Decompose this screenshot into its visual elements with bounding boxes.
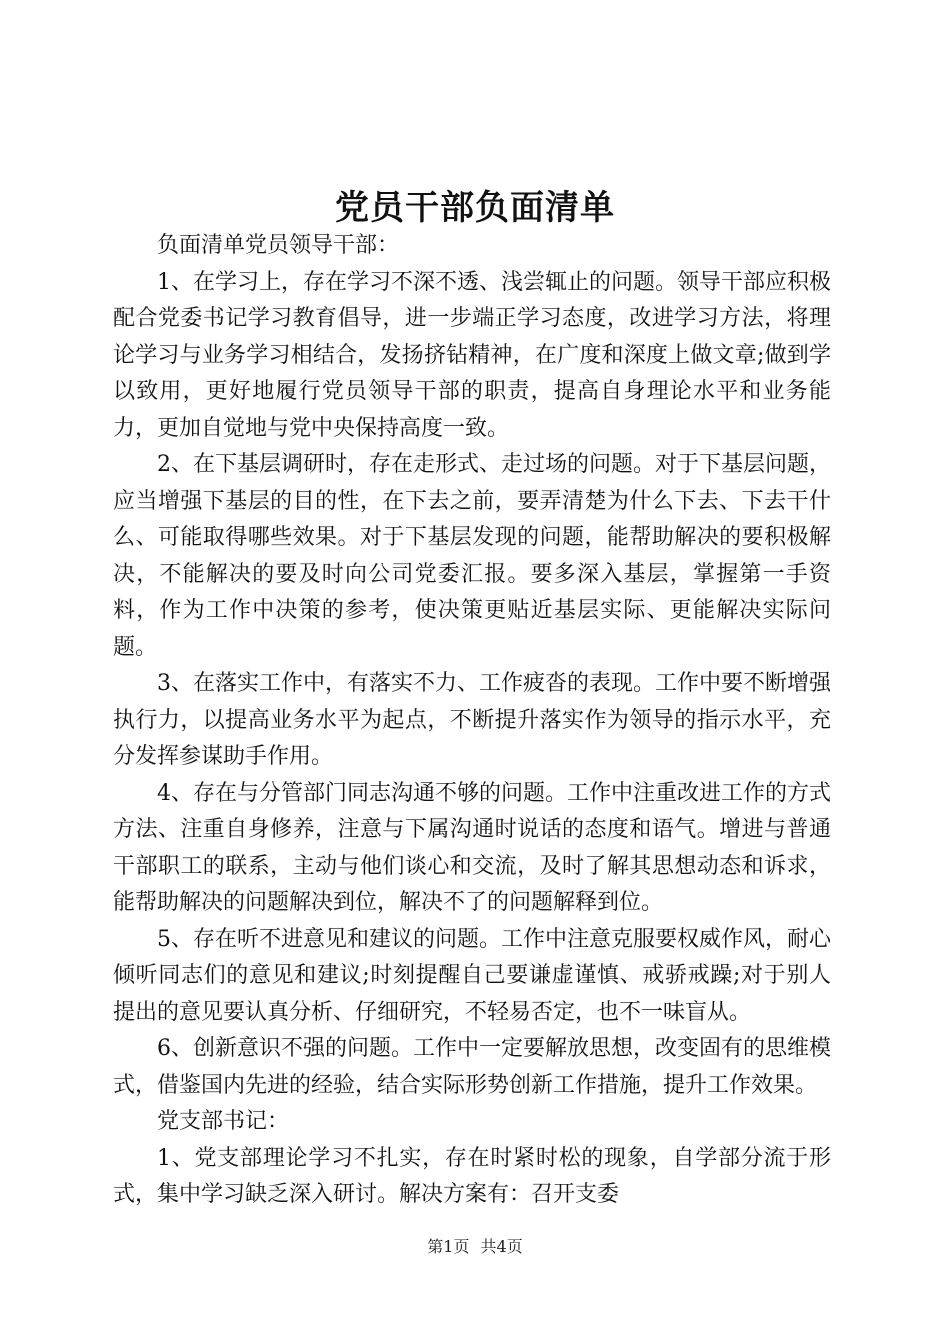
document-title: 党员干部负面清单 (335, 188, 615, 228)
paragraph: 1、党支部理论学习不扎实，存在时紧时松的现象，自学部分流于形式，集中学习缺乏深入研讨。解决方案有：召开支委 (113, 1145, 831, 1207)
page-total: 共4页 (480, 1237, 523, 1256)
section-heading: 负面清单党员领导干部： (157, 233, 400, 258)
document-body (113, 228, 831, 1214)
paragraph: 1、在学习上，存在学习不深不透、浅尝辄止的问题。领导干部应积极配合党委书记学习教育倡导，进一步端正学习态度，改进学习方法，将理论学习与业务学习相结合，发扬挤钻精神，在广度和深度上做文章;做到学以致用，更好地履行党员领导干部的职责，提高自身理论水平和业务能力，更加自觉地与党中央保持高度一致。 (113, 269, 831, 441)
page-footer (0, 1236, 950, 1258)
paragraph: 3、在落实工作中，有落实不力、工作疲沓的表现。工作中要不断增强执行力，以提高业务水平为起点，不断提升落实作为领导的指示水平，充分发挥参谋助手作用。 (113, 671, 831, 769)
page-number: 第1页 (427, 1237, 470, 1256)
paragraph: 4、存在与分管部门同志沟通不够的问题。工作中注重改进工作的方式方法、注重自身修养，注意与下属沟通时说话的态度和语气。增进与普通干部职工的联系，主动与他们谈心和交流，及时了解其思想动态和诉求，能帮助解决的问题解决到位，解决不了的问题解释到位。 (113, 780, 831, 915)
paragraph: 2、在下基层调研时，存在走形式、走过场的问题。对于下基层问题，应当增强下基层的目的性，在下去之前，要弄清楚为什么下去、下去干什么、可能取得哪些效果。对于下基层发现的问题，能帮助解决的要积极解决，不能解决的要及时向公司党委汇报。要多深入基层，掌握第一手资料，作为工作中决策的参考，使决策更贴近基层实际、更能解决实际问题。 (113, 452, 831, 660)
section-heading: 党支部书记： (157, 1109, 290, 1134)
paragraph: 6、创新意识不强的问题。工作中一定要解放思想，改变固有的思维模式，借鉴国内先进的经验，结合实际形势创新工作措施，提升工作效果。 (113, 1036, 831, 1098)
paragraph: 5、存在听不进意见和建议的问题。工作中注意克服要权威作风，耐心倾听同志们的意见和建议;时刻提醒自己要谦虚谨慎、戒骄戒躁;对于别人提出的意见要认真分析、仔细研究，不轻易否定，也不一味盲从。 (113, 926, 831, 1025)
